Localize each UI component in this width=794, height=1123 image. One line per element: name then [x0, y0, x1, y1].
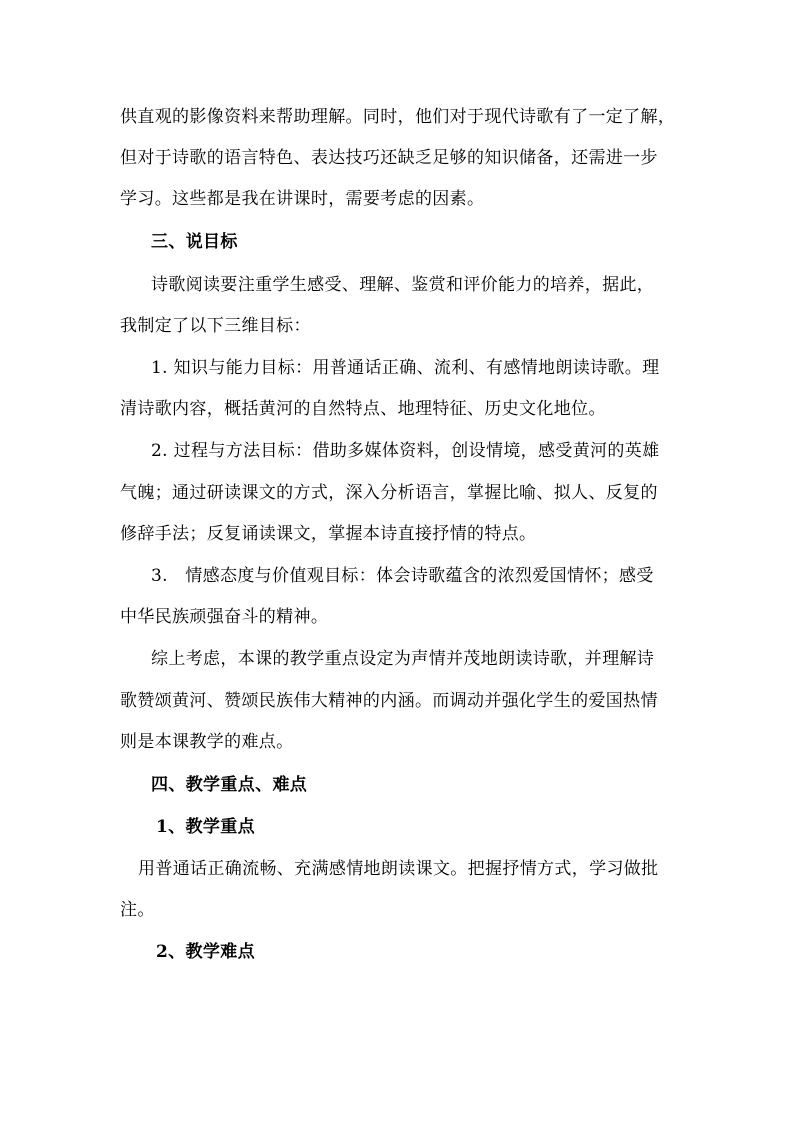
body-text-line: 学习。这些都是我在讲课时，需要考虑的因素。 — [120, 189, 485, 209]
list-item-line: 2. 过程与方法目标：借助多媒体资料，创设情境，感受黄河的英雄 — [151, 441, 660, 461]
body-text-line: 但对于诗歌的语言特色、表达技巧还缺乏足够的知识储备，还需进一步 — [120, 148, 658, 168]
list-item-line: 气魄；通过研读课文的方式，深入分析语言，掌握比喻、拟人、反复的 — [120, 483, 658, 503]
body-text-line: 用普通话正确流畅、充满感情地朗读课文。把握抒情方式，学习做批 — [138, 859, 659, 879]
subheading-teaching-difficulty: 2、教学难点 — [156, 942, 255, 962]
body-text-line: 则是本课教学的难点。 — [120, 732, 294, 752]
body-text-line: 诗歌阅读要注重学生感受、理解、鉴赏和评价能力的培养，据此， — [151, 275, 655, 295]
body-text-line: 我制定了以下三维目标： — [120, 316, 311, 336]
list-item-line: 1. 知识与能力目标：用普通话正确、流利、有感情地朗读诗歌。理 — [151, 358, 660, 378]
body-text-line: 供直观的影像资料来帮助理解。同时，他们对于现代诗歌有了一定了解， — [120, 107, 676, 127]
list-item-line: 清诗歌内容，概括黄河的自然特点、地理特征、历史文化地位。 — [120, 399, 606, 419]
subheading-teaching-focus: 1、教学重点 — [156, 817, 255, 837]
section-heading-key-points: 四、教学重点、难点 — [151, 775, 308, 795]
body-text-line: 综上考虑，本课的教学重点设定为声情并茂地朗读诗歌，并理解诗 — [151, 649, 655, 669]
list-item-line: 修辞手法；反复诵读课文，掌握本诗直接抒情的特点。 — [120, 524, 537, 544]
list-item-line: 3. 情感态度与价值观目标：体会诗歌蕴含的浓烈爱国情怀；感受 — [151, 566, 654, 586]
body-text-line: 注。 — [120, 900, 155, 920]
list-item-line: 中华民族顽强奋斗的精神。 — [120, 607, 329, 627]
section-heading-objectives: 三、说目标 — [151, 232, 238, 252]
body-text-line: 歌赞颂黄河、赞颂民族伟大精神的内涵。而调动并强化学生的爱国热情 — [120, 691, 658, 711]
